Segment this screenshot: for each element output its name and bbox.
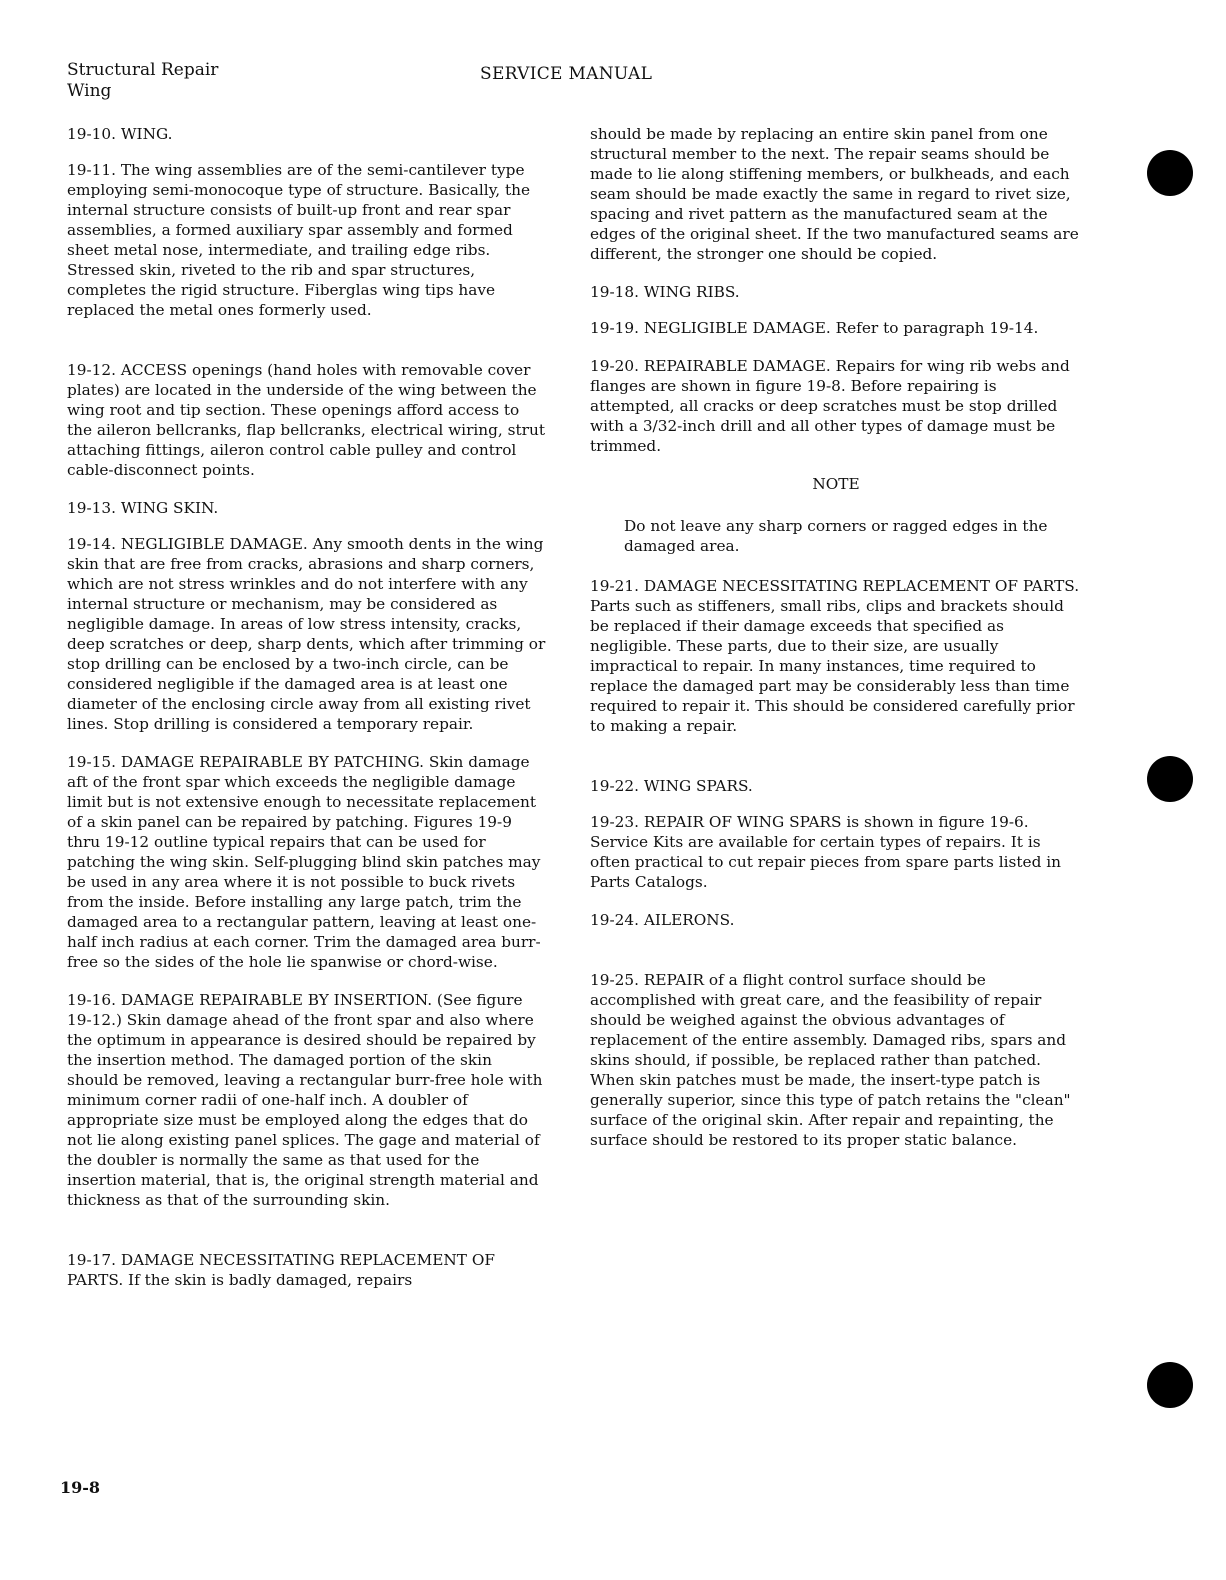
- binder-hole-middle: [1147, 756, 1193, 802]
- paragraph-19-14: 19-14. NEGLIGIBLE DAMAGE. Any smooth dents in the wing skin that are free from cracks, abrasions and sharp corners, which are not stress wrinkles and do not interfere with any internal structure or mechanism, may be considered as negligible damage. In areas of low stress intensity, cracks, deep scratches or deep, sharp dents, which after trimming or stop drilling can be enclosed by a two-inch circle, can be considered negligible if the damaged area is at least one diameter of the enclosing circle away from all existing rivet lines. Stop drilling is considered a temporary repair.: [67, 535, 546, 733]
- note-title: NOTE: [812, 475, 860, 493]
- paragraph-19-12: 19-12. ACCESS openings (hand holes with removable cover plates) are located in the underside of the wing between the wing root and tip section. These openings afford access to the aileron bellcranks, flap bellcranks, electrical wiring, strut attaching fittings, aileron control cable pulley and control cable-disconnect points.: [67, 361, 545, 479]
- paragraph-19-21: 19-21. DAMAGE NECESSITATING REPLACEMENT OF PARTS. Parts such as stiffeners, small ribs, clips and brackets should be replaced if their damage exceeds that specified as negligible. These parts, due to their size, are usually impractical to repair. In many instances, time required to replace the damaged part may be considerably less than time required to repair it. This should be considered carefully prior to making a repair.: [590, 577, 1080, 735]
- paragraph-19-17: 19-17. DAMAGE NECESSITATING REPLACEMENT OF PARTS. If the skin is badly damaged, repairs: [67, 1251, 496, 1289]
- paragraph-19-15: 19-15. DAMAGE REPAIRABLE BY PATCHING. Skin damage aft of the front spar which exceeds the negligible damage limit but is not extensive enough to necessitate replacement of a skin panel can be repaired by patching. Figures 19-9 thru 19-12 outline typical repairs that can be used for patching the wing skin. Self-plugging blind skin patches may be used in any area where it is not possible to buck rivets from the inside. Before installing any large patch, trim the damaged area to a rectangular pattern, leaving at least one-half inch radius at each corner. Trim the damaged area burr-free so the sides of the hole lie spanwise or chord-wise.: [67, 753, 541, 971]
- page-title: SERVICE MANUAL: [480, 64, 653, 84]
- binder-hole-top: [1147, 150, 1193, 196]
- paragraph-19-25: 19-25. REPAIR of a flight control surface should be accomplished with great care, and the feasibility of repair should be weighed against the obvious advantages of replacement of the entire assembly. Damaged ribs, spars and skins should, if possible, be replaced rather than patched. When skin patches must be made, the insert-type patch is generally superior, since this type of patch retains the "clean" surface of the original skin. After repair and repainting, the surface should be restored to its proper static balance.: [590, 971, 1071, 1149]
- binder-hole-bottom: [1147, 1362, 1193, 1408]
- paragraph-19-23: 19-23. REPAIR OF WING SPARS is shown in figure 19-6. Service Kits are available for certain types of repairs. It is often practical to cut repair pieces from spare parts listed in Parts Catalogs.: [590, 813, 1061, 891]
- heading-19-24: 19-24. AILERONS.: [590, 911, 735, 929]
- paragraph-19-17-continued: should be made by replacing an entire skin panel from one structural member to the next. The repair seams should be made to lie along stiffening members, or bulkheads, and each seam should be made exactly the same in regard to rivet size, spacing and rivet pattern as the manufactured seam at the edges of the original sheet. If the two manufactured seams are different, the stronger one should be copied.: [590, 125, 1079, 263]
- paragraph-19-19: 19-19. NEGLIGIBLE DAMAGE. Refer to paragraph 19-14.: [590, 319, 1039, 337]
- left-column: [67, 124, 547, 1308]
- heading-19-22: 19-22. WING SPARS.: [590, 777, 753, 795]
- heading-19-10: 19-10. WING.: [67, 125, 173, 143]
- section-label-line1: Structural Repair: [67, 60, 219, 80]
- paragraph-19-11: 19-11. The wing assemblies are of the semi-cantilever type employing semi-monocoque type of structure. Basically, the internal structure consists of built-up front and rear spar assemblies, a formed auxiliary spar assembly and formed sheet metal nose, intermediate, and trailing edge ribs. Stressed skin, riveted to the rib and spar structures, completes the rigid structure. Fiberglas wing tips have replaced the metal ones formerly used.: [67, 161, 531, 319]
- section-label-line2: Wing: [67, 81, 112, 101]
- paragraph-19-20: 19-20. REPAIRABLE DAMAGE. Repairs for wing rib webs and flanges are shown in figure 19-8. Before repairing is attempted, all cracks or deep scratches must be stop drilled with a 3/32-inch drill and all other types of damage must be trimmed.: [590, 357, 1070, 455]
- note-body: Do not leave any sharp corners or ragged edges in the damaged area.: [624, 517, 1048, 555]
- right-column: [590, 124, 1082, 1168]
- heading-19-18: 19-18. WING RIBS.: [590, 283, 740, 301]
- paragraph-19-16: 19-16. DAMAGE REPAIRABLE BY INSERTION. (See figure 19-12.) Skin damage ahead of the front spar and also where the optimum in appearance is desired should be repaired by the insertion method. The damaged portion of the skin should be removed, leaving a rectangular burr-free hole with minimum corner radii of one-half inch. A doubler of appropriate size must be employed along the edges that do not lie along existing panel splices. The gage and material of the doubler is normally the same as that used for the insertion material, that is, the original strength material and thickness as that of the surrounding skin.: [67, 991, 543, 1209]
- section-label: [67, 60, 218, 102]
- page-number: 19-8: [60, 1478, 101, 1497]
- heading-19-13: 19-13. WING SKIN.: [67, 499, 219, 517]
